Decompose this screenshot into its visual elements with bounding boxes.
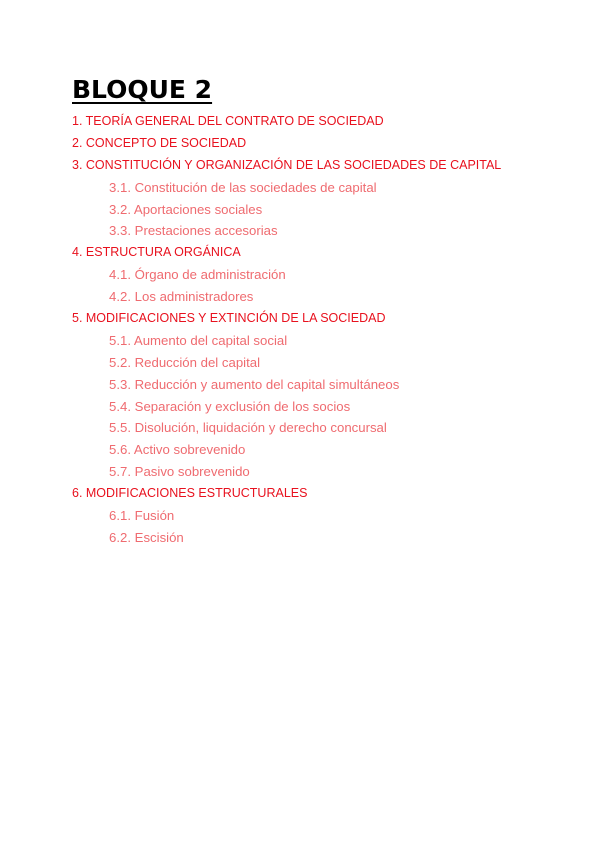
toc-subsection-item: 4.2. Los administradores [109, 289, 254, 305]
toc-subsection-item: 5.1. Aumento del capital social [109, 332, 288, 348]
toc-subsection-item: 4.1. Órgano de administración [109, 267, 286, 283]
toc-section-item: 3. CONSTITUCIÓN Y ORGANIZACIÓN DE LAS SOCIEDADES DE CAPITAL [72, 157, 502, 172]
toc-subsection-item: 3.3. Prestaciones accesorias [109, 223, 278, 239]
toc-section-item: 6. MODIFICACIONES ESTRUCTURALES [72, 486, 308, 501]
toc-subsection-item: 5.6. Activo sobrevenido [109, 442, 246, 458]
toc-subsection-item: 6.2. Escisión [109, 529, 184, 545]
table-of-contents [0, 111, 600, 549]
page-title: BLOQUE 2 [72, 75, 213, 104]
toc-section-item: 5. MODIFICACIONES Y EXTINCIÓN DE LA SOCIEDAD [72, 311, 386, 326]
toc-subsection-item: 5.4. Separación y exclusión de los socios [109, 398, 351, 414]
toc-subsection-item: 5.7. Pasivo sobrevenido [109, 464, 250, 480]
toc-subsection-item: 5.3. Reducción y aumento del capital simultáneos [109, 376, 400, 392]
toc-section-item: 4. ESTRUCTURA ORGÁNICA [72, 245, 241, 260]
toc-subsection-item: 3.2. Aportaciones sociales [109, 201, 263, 217]
toc-subsection-item: 3.1. Constitución de las sociedades de capital [109, 179, 377, 195]
toc-subsection-item: 5.2. Reducción del capital [109, 354, 261, 370]
toc-subsection-item: 5.5. Disolución, liquidación y derecho concursal [109, 420, 387, 436]
toc-section-item: 2. CONCEPTO DE SOCIEDAD [72, 135, 247, 150]
toc-subsection-item: 6.1. Fusión [109, 508, 175, 524]
toc-section-item: 1. TEORÍA GENERAL DEL CONTRATO DE SOCIEDAD [72, 114, 384, 128]
